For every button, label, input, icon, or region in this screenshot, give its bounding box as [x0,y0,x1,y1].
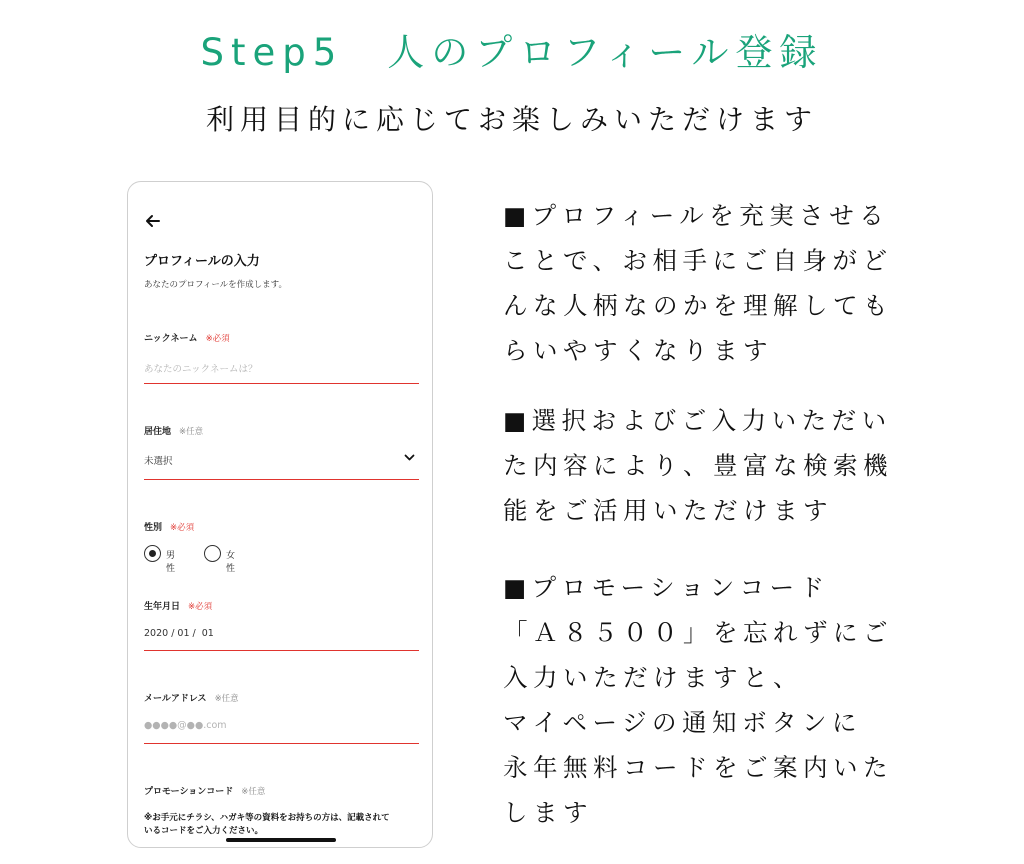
optional-tag: ※任意 [214,694,239,704]
description-line: ■プロフィールを充実させる [503,201,890,230]
gender-male-label: 男性 [166,551,176,574]
description-line: 永年無料コードをご案内いた [503,753,893,782]
page-subtitle: 利用目的に応じてお楽しみいただけます [205,103,818,136]
promo-note-line: ※お手元にチラシ、ハガキ等の資料をお持ちの方は、記載されて [144,813,390,823]
birthday-label [144,599,212,612]
description-line: ■プロモーションコード [503,573,830,602]
form-title: プロフィールの入力 [144,254,260,269]
residence-label-text: 居住地 [144,427,172,437]
nickname-underline [144,383,419,384]
email-underline [144,743,419,744]
description-line: マイページの通知ボタンに [503,708,863,737]
promo-label-text: プロモーションコード [144,787,234,797]
birthday-underline [144,650,419,651]
email-label [144,691,239,704]
nickname-label [144,331,230,344]
optional-tag: ※任意 [241,787,266,797]
phone-mockup [127,181,433,848]
description-line: 入力いただけますと、 [503,663,803,692]
chevron-down-icon[interactable] [404,454,415,462]
promo-note [144,812,420,838]
required-tag: ※必須 [205,334,230,344]
description-line: ■選択およびご入力いただい [503,406,892,435]
residence-label [144,424,203,437]
gender-female-label: 女性 [226,551,236,574]
form-subtitle: あなたのプロフィールを作成します。 [144,280,287,290]
required-tag: ※必須 [170,523,195,533]
description-line: 能をご活用いただけます [503,496,833,525]
description-promo [503,565,923,835]
description-profile [503,193,923,373]
description-search [503,398,923,533]
optional-tag: ※任意 [179,427,204,437]
gender-label-text: 性別 [144,523,163,533]
residence-underline [144,479,419,480]
arrow-left-icon[interactable] [144,212,162,230]
residence-select[interactable]: 未選択 [144,456,173,467]
gender-label [144,520,194,533]
promo-note-line: いるコードをご入力ください。 [144,826,264,836]
page-title: Step5 人のプロフィール登録 [200,31,824,74]
description-line: た内容により、豊富な検索機 [503,451,893,480]
nickname-input[interactable]: あなたのニックネームは？ [144,364,258,375]
gender-male-radio[interactable] [144,545,161,562]
email-input[interactable]: ●●●●@●●.com [144,720,227,731]
description-line: ことで、お相手にご自身がど [503,246,893,275]
description-line: します [503,798,593,827]
description-line: んな人柄なのかを理解しても [503,291,893,320]
description-line: 「Ａ８５００」を忘れずにご [503,618,893,647]
birthday-label-text: 生年月日 [144,602,181,612]
description-line: らいやすくなります [503,336,773,365]
promo-label [144,784,265,797]
birthday-input[interactable]: 2020 / 01 / 01 [144,628,214,639]
email-label-text: メールアドレス [144,694,207,704]
home-indicator [226,838,336,842]
gender-female-radio[interactable] [204,545,221,562]
nickname-label-text: ニックネーム [144,334,198,344]
required-tag: ※必須 [188,602,213,612]
